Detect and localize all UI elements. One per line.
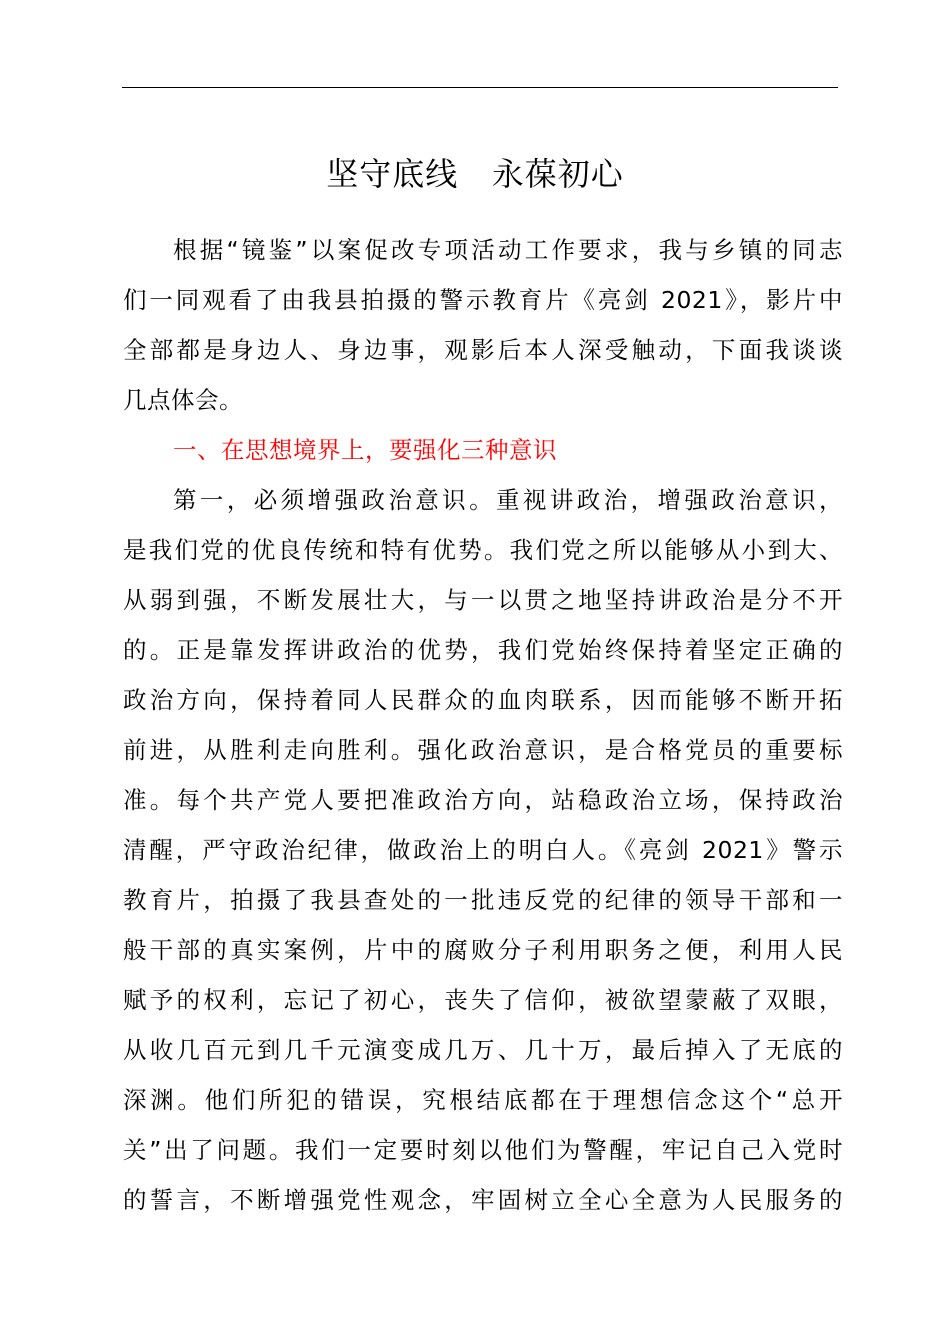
paragraph-line: 根据“镜鉴”以案促改专项活动工作要求，我与乡镇的同志 xyxy=(173,236,843,264)
paragraph-line: 般干部的真实案例，片中的腐败分子利用职务之便，利用人民 xyxy=(123,936,843,964)
paragraph-line: 是我们党的优良传统和特有优势。我们党之所以能够从小到大、 xyxy=(123,536,843,564)
paragraph-line: 清醒，严守政治纪律，做政治上的明白人。《亮剑 2021》警示 xyxy=(123,836,843,864)
paragraph-line: 第一，必须增强政治意识。重视讲政治，增强政治意识， xyxy=(173,486,843,514)
paragraph-line: 们一同观看了由我县拍摄的警示教育片《亮剑 2021》，影片中 xyxy=(123,286,843,314)
paragraph-line: 的誓言，不断增强党性观念，牢固树立全心全意为人民服务的 xyxy=(123,1186,843,1214)
paragraph-line: 几点体会。 xyxy=(123,386,243,414)
paragraph-line: 前进，从胜利走向胜利。强化政治意识，是合格党员的重要标 xyxy=(123,736,843,764)
paragraph-line: 赋予的权利，忘记了初心，丧失了信仰，被欲望蒙蔽了双眼， xyxy=(123,986,843,1014)
paragraph-line: 教育片，拍摄了我县查处的一批违反党的纪律的领导干部和一 xyxy=(123,886,843,914)
paragraph-line: 关”出了问题。我们一定要时刻以他们为警醒，牢记自己入党时 xyxy=(123,1136,843,1164)
header-rule xyxy=(122,87,838,88)
paragraph-line: 政治方向，保持着同人民群众的血肉联系，因而能够不断开拓 xyxy=(123,686,843,714)
paragraph-line: 从弱到强，不断发展壮大，与一以贯之地坚持讲政治是分不开 xyxy=(123,586,843,614)
paragraph-line: 从收几百元到几千元演变成几万、几十万，最后掉入了无底的 xyxy=(123,1036,843,1064)
paragraph-line: 深渊。他们所犯的错误，究根结底都在于理想信念这个“总开 xyxy=(123,1086,843,1114)
section-heading: 一、在思想境界上，要强化三种意识 xyxy=(173,436,557,464)
paragraph-line: 全部都是身边人、身边事，观影后本人深受触动，下面我谈谈 xyxy=(123,336,843,364)
paragraph-line: 准。每个共产党人要把准政治方向，站稳政治立场，保持政治 xyxy=(123,786,843,814)
document-body xyxy=(123,225,843,1225)
paragraph-line: 的。正是靠发挥讲政治的优势，我们党始终保持着坚定正确的 xyxy=(123,636,843,664)
document-title: 坚守底线 永葆初心 xyxy=(326,155,624,193)
